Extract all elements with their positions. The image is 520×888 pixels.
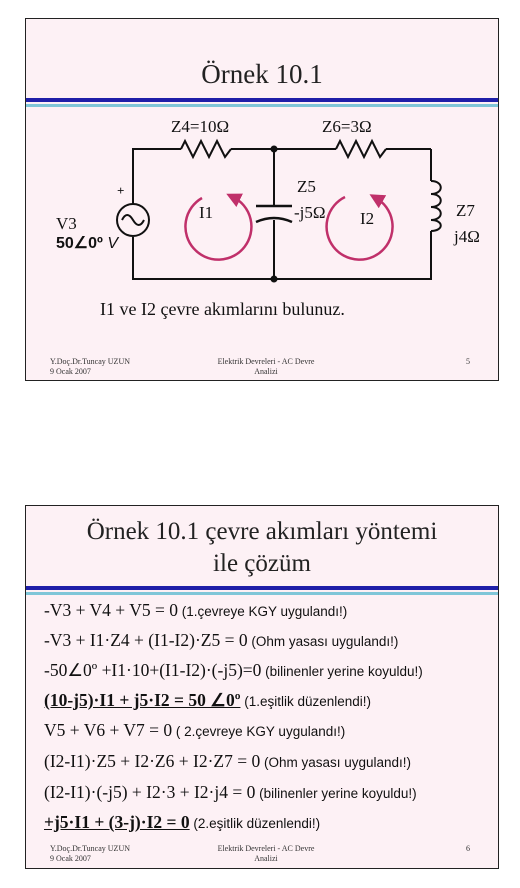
- footer-author: [50, 357, 130, 377]
- equation-line: [44, 630, 398, 651]
- footer-author: [50, 844, 130, 864]
- equation-text: V5 + V6 + V7 = 0: [44, 720, 173, 740]
- footer-course-line2: Analizi: [254, 367, 278, 376]
- polarity-plus: +: [117, 183, 125, 198]
- equation-note: (bilinenler yerine koyuldu!): [255, 786, 417, 801]
- z7-name-label: Z7: [456, 201, 475, 220]
- equation-text: (10-j5)·I1 + j5·I2 = 50 ∠0º: [44, 690, 241, 710]
- title-divider-blue: [26, 586, 498, 590]
- equation-line-result-2: [44, 812, 320, 833]
- slide-title: Örnek 10.1: [201, 59, 323, 89]
- mesh-current-i1-arrow: [185, 197, 251, 260]
- footer-course: [206, 844, 326, 864]
- circuit-diagram: [26, 19, 498, 319]
- slide-title-line2: ile çözüm: [213, 550, 311, 577]
- equation-line: [44, 751, 411, 772]
- footer-date: 9 Ocak 2007: [50, 367, 91, 376]
- ac-source-v3: [117, 204, 149, 236]
- z7-value-label: j4Ω: [454, 227, 480, 246]
- slide-5: [25, 18, 499, 381]
- footer-page-number: 6: [466, 844, 470, 853]
- node-bottom: [271, 276, 278, 283]
- question-text: I1 ve I2 çevre akımlarını bulunuz.: [100, 299, 345, 319]
- footer-author-name: Y.Doç.Dr.Tuncay UZUN: [50, 357, 130, 366]
- equation-text: -V3 + I1·Z4 + (I1-I2)·Z5 = 0: [44, 630, 248, 650]
- v3-magnitude: 50∠0º: [56, 235, 103, 252]
- z5-value-label: -j5Ω: [294, 203, 326, 222]
- equation-text: -V3 + V4 + V5 = 0: [44, 600, 178, 620]
- equation-text: (I2-I1)·Z5 + I2·Z6 + I2·Z7 = 0: [44, 751, 261, 771]
- i1-label: I1: [199, 203, 214, 222]
- footer-course-line2: Analizi: [254, 854, 278, 863]
- z6-label: Z6=3Ω: [322, 117, 372, 136]
- equation-line-result-1: [44, 690, 371, 711]
- equation-line: [44, 600, 347, 621]
- equation-line: [44, 660, 423, 681]
- equation-note: (bilinenler yerine koyuldu!): [261, 664, 423, 679]
- inductor-z7: [431, 181, 441, 231]
- resistor-z4: [181, 141, 231, 157]
- equation-note: (1.çevreye KGY uygulandı!): [177, 604, 348, 619]
- footer-course: [206, 357, 326, 377]
- v3-name-label: V3: [56, 214, 77, 233]
- equation-note: ( 2.çevreye KGY uygulandı!): [172, 724, 346, 739]
- equation-line: [44, 720, 345, 741]
- equation-note: (2.eşitlik düzenlendi!): [189, 816, 321, 831]
- footer-page-number: 5: [466, 357, 470, 366]
- v3-value-label: [56, 233, 118, 253]
- i2-label: I2: [360, 209, 375, 228]
- footer-course-line1: Elektrik Devreleri - AC Devre: [217, 357, 315, 366]
- resistor-z6: [336, 141, 386, 157]
- node-top: [271, 146, 278, 153]
- equation-note: (Ohm yasası uygulandı!): [260, 755, 412, 770]
- footer-author-name: Y.Doç.Dr.Tuncay UZUN: [50, 844, 130, 853]
- circuit-wires: [133, 149, 431, 279]
- capacitor-z5: [256, 206, 292, 222]
- equation-line: [44, 782, 417, 803]
- equation-note: (Ohm yasası uygulandı!): [247, 634, 399, 649]
- z5-name-label: Z5: [297, 177, 316, 196]
- equation-text: -50∠0º +I1·10+(I1-I2)·(-j5)=0: [44, 660, 262, 680]
- slide-6: [25, 505, 499, 869]
- title-divider-teal: [26, 592, 498, 595]
- footer-course-line1: Elektrik Devreleri - AC Devre: [217, 844, 315, 853]
- footer-date: 9 Ocak 2007: [50, 854, 91, 863]
- z4-label: Z4=10Ω: [171, 117, 230, 136]
- v3-unit: V: [107, 235, 119, 252]
- equation-text: (I2-I1)·(-j5) + I2·3 + I2·j4 = 0: [44, 782, 256, 802]
- equation-note: (1.eşitlik düzenlendi!): [240, 694, 372, 709]
- equation-text: +j5·I1 + (3-j)·I2 = 0: [44, 812, 190, 832]
- slide-title-line1: Örnek 10.1 çevre akımları yöntemi: [86, 518, 438, 545]
